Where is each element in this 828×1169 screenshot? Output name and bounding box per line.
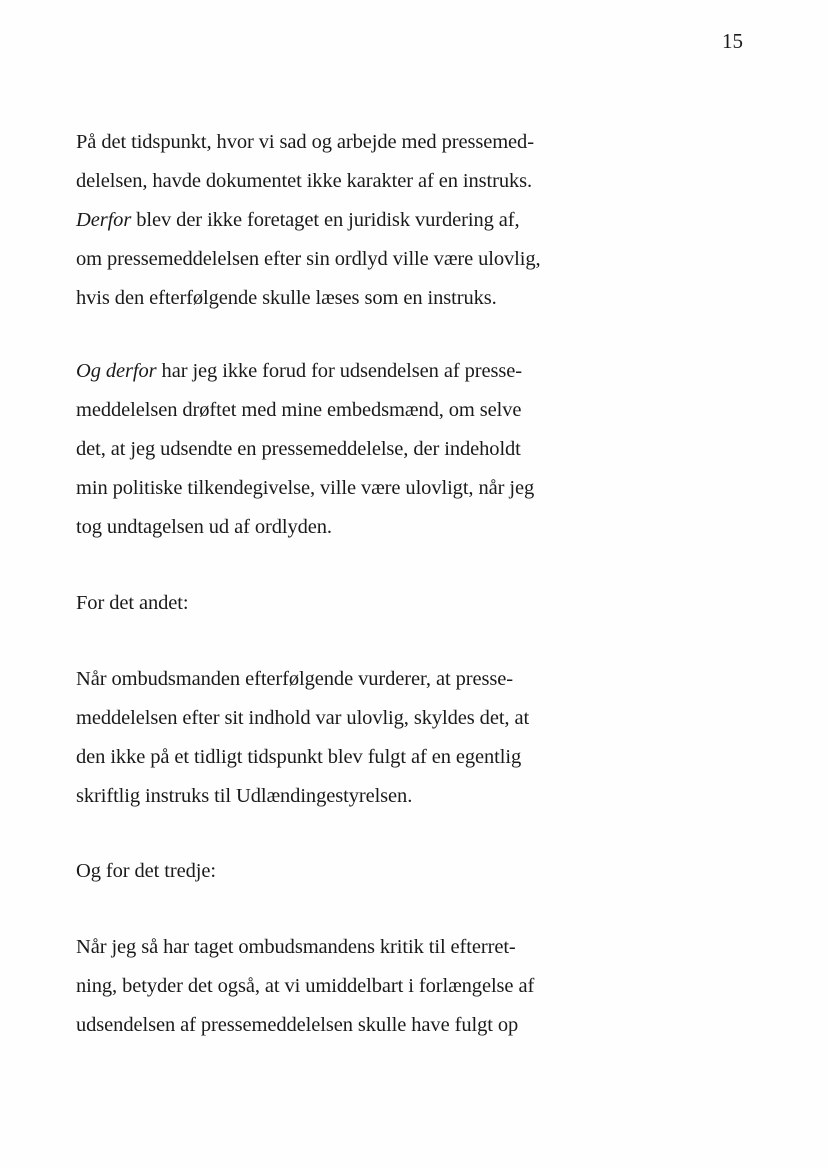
text-run: Når ombudsmanden efterfølgende vurderer, at presse-: [76, 668, 513, 690]
text-run: om pressemeddelelsen efter sin ordlyd ville være ulovlig,: [76, 248, 541, 270]
text-run: udsendelsen af pressemeddelelsen skulle have fulgt op: [76, 1014, 519, 1036]
text-line: [76, 358, 522, 384]
text-run: den ikke på et tidligt tidspunkt blev fulgt af en egentlig: [76, 746, 522, 768]
section-heading: [76, 590, 188, 616]
text-line: [76, 246, 541, 272]
section-heading: [76, 858, 216, 884]
text-line: [76, 168, 532, 194]
text-run: hvis den efterfølgende skulle læses som en instruks.: [76, 287, 497, 309]
text-line: [76, 129, 534, 155]
text-line: [76, 1012, 518, 1038]
text-run: På det tidspunkt, hvor vi sad og arbejde med pressemed-: [76, 131, 534, 153]
text-run: min politiske tilkendegivelse, ville være ulovligt, når jeg: [76, 477, 535, 499]
emphasis-text: Derfor: [76, 209, 132, 231]
text-line: [76, 285, 497, 311]
text-line: [76, 973, 534, 999]
text-line: [76, 514, 332, 540]
text-line: [76, 666, 513, 692]
text-line: [76, 397, 521, 423]
text-run: har jeg ikke forud for udsendelsen af presse-: [156, 360, 522, 382]
text-run: ning, betyder det også, at vi umiddelbart i forlængelse af: [76, 975, 535, 997]
text-run: tog undtagelsen ud af ordlyden.: [76, 516, 332, 538]
text-run: skriftlig instruks til Udlændingestyrelsen.: [76, 785, 413, 807]
text-run: Og for det tredje:: [76, 860, 216, 882]
text-line: [76, 436, 521, 462]
text-line: [76, 744, 521, 770]
page-number: 15: [722, 29, 743, 53]
text-run: det, at jeg udsendte en pressemeddelelse, der indeholdt: [76, 438, 521, 460]
text-run: meddelelsen drøftet med mine embedsmænd, om selve: [76, 399, 522, 421]
text-line: [76, 934, 516, 960]
text-run: meddelelsen efter sit indhold var ulovlig, skyldes det, at: [76, 707, 530, 729]
text-run: For det andet:: [76, 592, 189, 614]
text-run: delelsen, havde dokumentet ikke karakter af en instruks.: [76, 170, 533, 192]
text-line: [76, 783, 412, 809]
text-run: Når jeg så har taget ombudsmandens kritik til efterret-: [76, 936, 516, 958]
text-line: [76, 705, 529, 731]
text-run: blev der ikke foretaget en juridisk vurdering af,: [131, 209, 520, 231]
text-line: [76, 475, 534, 501]
emphasis-text: Og derfor: [76, 360, 157, 382]
text-line: [76, 207, 520, 233]
